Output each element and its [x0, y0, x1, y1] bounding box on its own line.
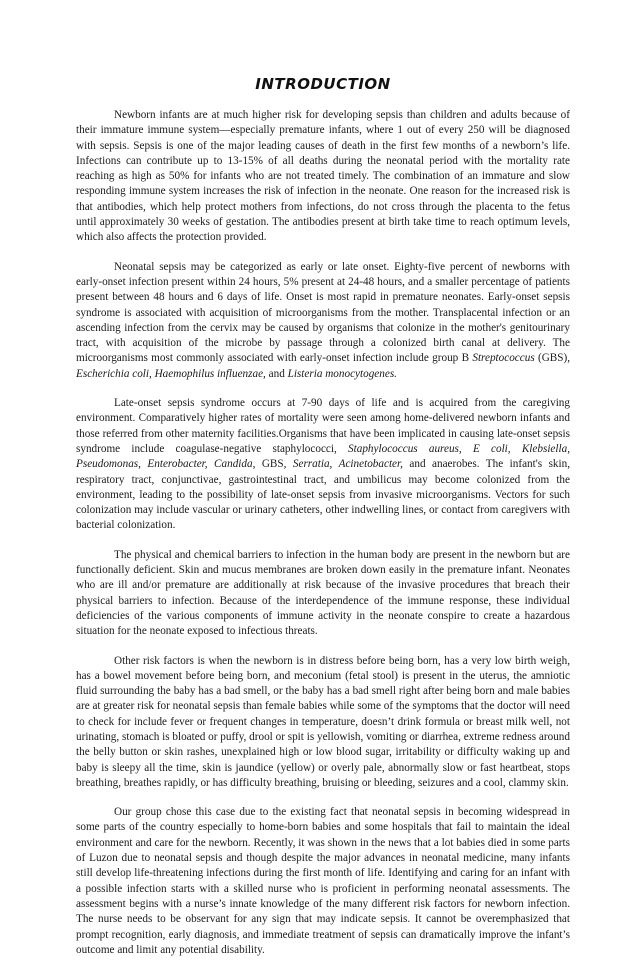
italic-text: Streptococcus — [472, 352, 535, 365]
text-segment: The physical and chemical barriers to infection in the human body are present in the newborn but are functionally deficient. Skin and mucus membranes are broken down easily in the premature infant. Neonates who are ill and/or premature are additionally at risk because of the invasive procedures that breach their physical barriers to infection. Because of the interdependence of the immune response, these individual deficiencies of the various components of immune activity in the neonate conspire to create a hazardous situation for the neonate exposed to infectious threats. — [76, 548, 570, 638]
italic-text: Staphylococcus aureus, E coli, Klebsiella, Pseudomonas, Enterobacter, Candida, — [76, 442, 570, 471]
text-segment: GBS, — [255, 458, 293, 471]
document-body — [76, 108, 570, 958]
text-segment: Newborn infants are at much higher risk for developing sepsis than children and adults because of their immature immune system—especially premature infants, where 1 out of every 250 will be diagnosed with sepsis. Sepsis is one of the major leading causes of death in the first few months of a newborn’s life. Infections can contribute up to 13-15% of all deaths during the neonatal period with the mortality rate reaching as high as 50% for infants who are not treated timely. The combination of an immature and slow responding immune system increases the risk of infection in the neonate. One reason for the increased risk is that antibodies, which help protect mothers from infections, do not cross through the placenta to the fetus until approximately 30 weeks of gestation. The antibodies present at birth take time to reach optimum levels, which also affects the protection provided. — [76, 109, 570, 244]
text-segment: Late-onset sepsis syndrome occurs at 7-90 days of life and is acquired from the caregiving environment. Comparatively higher rates of mortality were seen among home-delivered newborn infants and those referred from other maternity facilities.Organisms that have been implicated in causing late-onset sepsis syndrome include coagulase-negative staphylococci, — [76, 397, 570, 455]
text-segment: Other risk factors is when the newborn is in distress before being born, has a very low birth weigh, has a bowel movement before being born, and meconium (fetal stool) is present in the uterus, the amniotic fluid surrounding the baby has a bad smell, or the baby has a bad smell right after being born and male babies are at greater risk for neonatal sepsis than female babies while some of the symptoms that the doctor will need to check for include fever or frequent changes in temperature, doesn’t drink formula or breast milk well, not urinating, stomach is bloated or puffy, drool or spit is yellowish, vomiting or diarrhea, extreme redness around the belly button or skin rashes, unexplained high or low blood sugar, irritability or difficulty waking up and baby is sleepy all the time, skin is jaundice (yellow) or overly pale, abnormally slow or fast heartbeat, stops breathing, breathes rapidly, or has difficulty breathing, bruising or bleeding, seizures and a cool, clammy skin. — [76, 654, 570, 789]
text-segment: and — [265, 367, 288, 380]
text-segment: Our group chose this case due to the existing fact that neonatal sepsis in becoming widespread in some parts of the country especially to home-born babies and some hospitals that fail to maintain the ideal environment and care for the newborn. Recently, it was shown in the news that a lot babies died in some parts of Luzon due to neonatal sepsis and though despite the major advances in neonatal medicine, many infants still develop life-threatening infections during the first month of life. Identifying and caring for an infant with a possible infection starts with a skilled nurse who is proficient in performing neonatal assessments. The assessment begins with a nurse’s innate knowledge of the many different risk factors for newborn infection. The nurse needs to be observant for any sign that may indicate sepsis. It cannot be overemphasized that prompt recognition, early diagnosis, and immediate treatment of sepsis can dramatically improve the infant’s outcome and limit any potential disability. — [76, 806, 570, 956]
body-paragraph — [76, 654, 570, 792]
body-paragraph — [76, 260, 570, 382]
text-segment: Neonatal sepsis may be categorized as early or late onset. Eighty-five percent of newborns with early-onset infection present within 24 hours, 5% present at 24-48 hours, and a smaller percentage of patients present between 48 hours and 6 days of life. Onset is most rapid in premature neonates. Early-onset sepsis syndrome is associated with acquisition of microorganisms from the mother. Transplacental infection or an ascending infection from the cervix may be caused by organisms that colonize in the mother's genitourinary tract, with acquisition of the microbe by passage through a colonized birth canal at delivery. The microorganisms most commonly associated with early-onset infection include group B — [76, 260, 570, 365]
italic-text: Escherichia coli, Haemophilus influenzae, — [76, 367, 266, 380]
text-segment: (GBS), — [534, 352, 571, 365]
body-paragraph — [76, 108, 570, 246]
italic-text: Listeria monocytogenes. — [287, 367, 397, 380]
text-segment: and anaerobes. The infant's skin, respiratory tract, conjunctivae, gastrointestinal tract, and umbilicus may become colonized from the environment, leading to the possibility of late-onset sepsis from invasive microorganisms. Vectors for such colonization may include vascular or urinary catheters, other indwelling lines, or contact from caregivers with bacterial colonization. — [76, 458, 571, 532]
body-paragraph — [76, 396, 570, 534]
page-title: INTRODUCTION — [255, 75, 391, 93]
italic-text: Serratia, Acinetobacter, — [292, 458, 403, 471]
body-paragraph — [76, 548, 570, 640]
body-paragraph — [76, 805, 570, 958]
